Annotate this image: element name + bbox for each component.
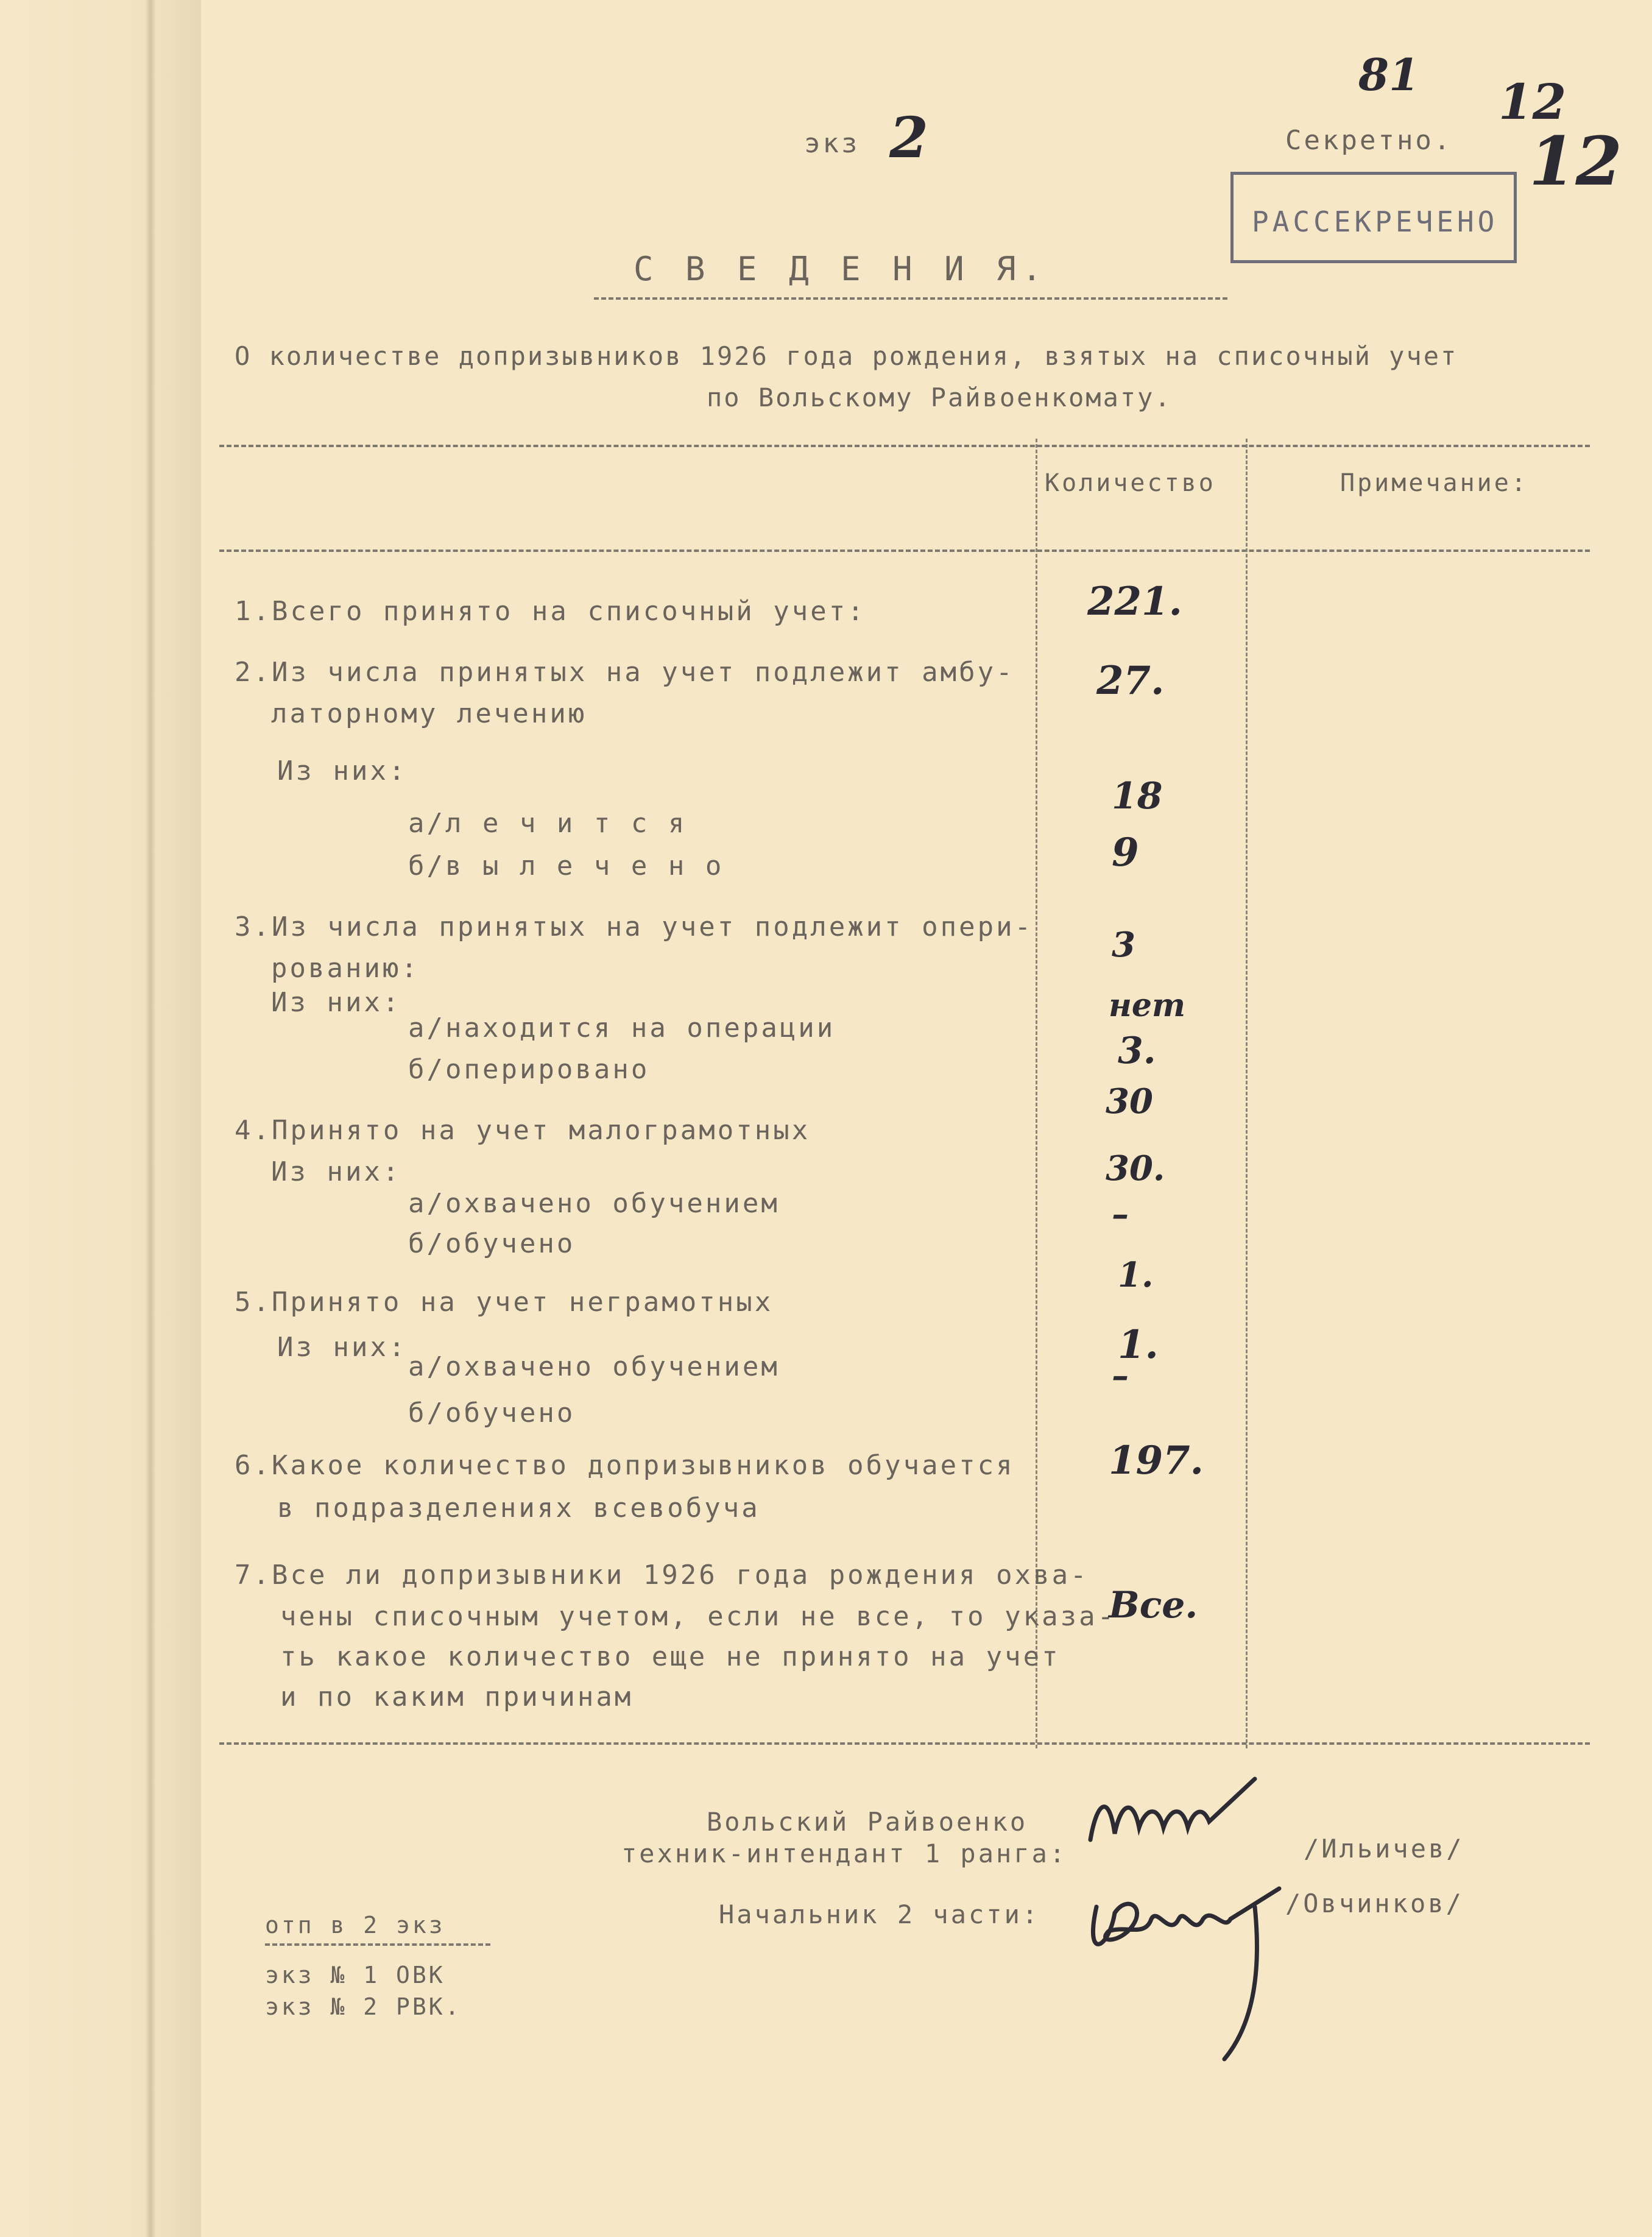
signature-title-line-3: Начальник 2 части:: [719, 1900, 1040, 1929]
item-value: 30: [1106, 1081, 1153, 1122]
column-divider-1: [1036, 439, 1037, 1748]
item-text: 2.Из числа принятых на учет подлежит амбу-: [235, 657, 1015, 688]
item-text: б/обучено: [408, 1398, 576, 1429]
subtitle-line-2: по Вольскому Райвоенкомату.: [707, 383, 1172, 412]
item-text: б/обучено: [408, 1228, 576, 1259]
item-text: 4.Принято на учет малограмотных: [235, 1115, 811, 1146]
footer-line-2: экз № 1 ОВК: [265, 1962, 445, 1988]
previous-page-edge: [0, 0, 201, 2237]
item-text: б/в ы л е ч е н о: [408, 850, 724, 882]
handwritten-signatures: [1072, 1767, 1328, 2083]
item-text: Из них:: [277, 1332, 408, 1363]
item-text: 1.Всего принято на списочный учет:: [235, 596, 866, 627]
item-value: 1.: [1118, 1255, 1154, 1295]
item-text: 6.Какое количество допризывников обучается: [235, 1450, 1015, 1481]
secret-label: Секретно.: [1285, 125, 1453, 156]
item-text: 5.Принято на учет неграмотных: [235, 1287, 774, 1318]
item-text: ть какое количество еще не принято на учет: [280, 1641, 1061, 1672]
item-value: 3: [1112, 925, 1135, 965]
archive-number-81: 81: [1358, 49, 1420, 101]
item-value: 27.: [1096, 658, 1165, 704]
item-text: Из них:: [271, 1156, 401, 1187]
item-text: чены списочным учетом, если не все, то указа-: [280, 1601, 1117, 1632]
item-text: латорному лечению: [271, 698, 587, 729]
item-value: –: [1112, 1355, 1129, 1396]
item-text: а/охвачено обучением: [408, 1351, 780, 1382]
signature-title-line-1: Вольский Райвоенко: [707, 1807, 1028, 1837]
table-bottom-rule: [219, 1742, 1590, 1745]
item-text: б/оперировано: [408, 1054, 650, 1085]
column-divider-2: [1246, 439, 1248, 1748]
item-text: в подразделениях всевобуча: [277, 1493, 760, 1524]
item-text: а/охвачено обучением: [408, 1188, 780, 1219]
item-value: 30.: [1106, 1148, 1165, 1189]
subtitle-line-1: О количестве допризывников 1926 года рождения, взятых на списочный учет: [235, 341, 1458, 371]
item-text: а/находится на операции: [408, 1012, 836, 1044]
footer-line-3: экз № 2 РВК.: [265, 1993, 462, 2020]
footer-line-1: отп в 2 экз: [265, 1912, 445, 1938]
archive-number-12b: 12: [1529, 122, 1623, 200]
signatory-name-1: /Ильичев/: [1304, 1834, 1464, 1864]
item-text: а/л е ч и т с я: [408, 808, 687, 839]
column-header-quantity: Количество: [1045, 469, 1216, 497]
item-text: 7.Все ли допризывники 1926 года рождения охва-: [235, 1560, 1089, 1591]
item-text: рованию:: [271, 953, 420, 984]
item-value: Все.: [1109, 1584, 1198, 1627]
copy-number: 2: [889, 105, 929, 171]
archive-number-12a: 12: [1498, 73, 1567, 130]
page-fold-shadow: [145, 0, 156, 2237]
footer-underline: [265, 1943, 490, 1946]
table-header-rule: [219, 550, 1590, 552]
item-value: 3.: [1118, 1030, 1156, 1072]
table-top-rule: [219, 445, 1590, 447]
item-text: 3.Из числа принятых на учет подлежит опери-: [235, 911, 1034, 942]
title-underline: [594, 297, 1227, 300]
item-value: 18: [1112, 775, 1163, 818]
declassified-stamp: РАССЕКРЕЧЕНО: [1230, 172, 1517, 263]
column-header-note: Примечание:: [1340, 469, 1528, 497]
item-value: 1.: [1118, 1322, 1159, 1368]
item-value: нет: [1109, 987, 1186, 1024]
item-value: –: [1112, 1194, 1129, 1234]
item-value: 197.: [1109, 1438, 1204, 1483]
item-text: и по каким причинам: [280, 1681, 634, 1712]
item-text: Из них:: [271, 987, 401, 1018]
signatory-name-2: /Овчинков/: [1285, 1889, 1464, 1918]
signature-title-line-2: техник-интендант 1 ранга:: [621, 1839, 1068, 1868]
copy-label: экз: [804, 128, 860, 159]
item-value: 9: [1112, 830, 1139, 875]
document-title: С В Е Д Е Н И Я.: [634, 250, 1048, 288]
item-value: 221.: [1087, 579, 1182, 624]
item-text: Из них:: [277, 755, 408, 786]
